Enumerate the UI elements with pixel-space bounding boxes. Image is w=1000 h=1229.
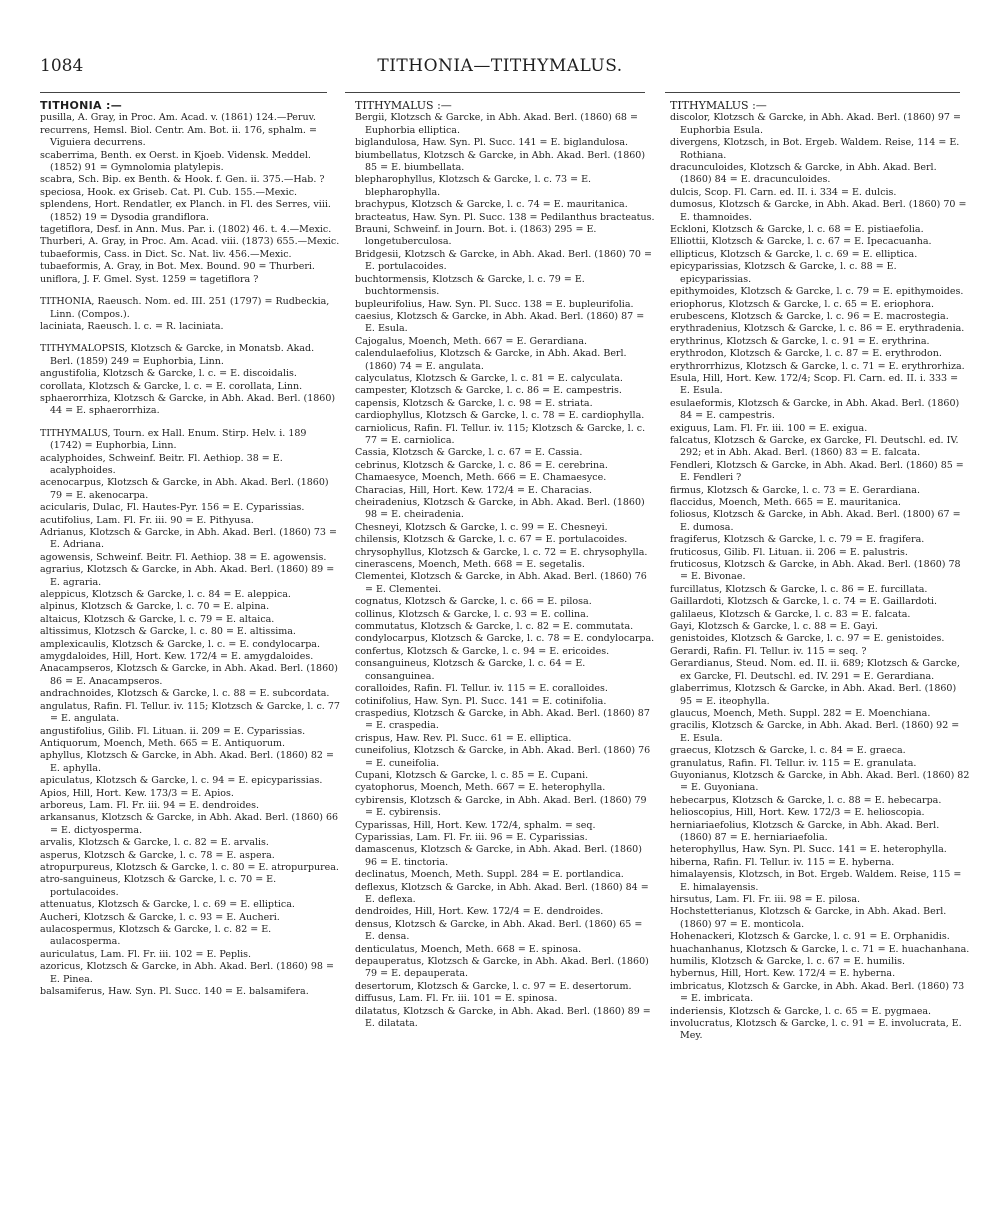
page-number: 1084 [40,56,84,76]
index-entry: calendulaefolius, Klotzsch & Garcke, in Abh. Akad. Berl. (1860) 74 = E. angulata. [355,348,627,372]
index-entry: cebrinus, Klotzsch & Garcke, l. c. 86 = E. cerebrina. [355,459,608,471]
section-gap [40,286,340,296]
index-entry: brachypus, Klotzsch & Garcke, l. c. 74 = E. mauritanica. [355,199,628,211]
index-entry: dumosus, Klotzsch & Garcke, in Abh. Akad. Berl. (1860) 70 = E. thamnoides. [670,199,967,223]
column-1 [40,100,340,998]
index-entry: exiguus, Lam. Fl. Fr. iii. 100 = E. exigua. [670,422,868,434]
index-entry: cybirensis, Klotzsch & Garcke, in Abh. Akad. Berl. (1860) 79 = E. cybirensis. [355,794,647,819]
index-entry: dulcis, Scop. Fl. Carn. ed. II. i. 334 = E. dulcis. [670,186,897,198]
index-entry: glaberrimus, Klotzsch & Garcke, in Abh. Akad. Berl. (1860) 95 = E. iteophylla. [670,683,957,707]
index-entry: confertus, Klotzsch & Garcke, l. c. 94 = E. ericoides. [355,645,610,657]
index-entry: Gaillardoti, Klotzsch & Garcke, l. c. 74 = E. Gaillardoti. [670,596,938,608]
index-entry: capensis, Klotzsch & Garcke, l. c. 98 = E. striata. [355,397,593,409]
index-entry: densus, Klotzsch & Garcke, in Abh. Akad. Berl. (1860) 65 = E. densa. [355,918,643,943]
index-entry: Cupani, Klotzsch & Garcke, l. c. 85 = E. Cupani. [355,769,589,781]
index-entry: acenocarpus, Klotzsch & Garcke, in Abh. Akad. Berl. (1860) 79 = E. akenocarpa. [40,477,329,501]
index-entry: atro-sanguineus, Klotzsch & Garcke, l. c. 70 = E. portulacoides. [40,874,277,898]
index-entry: angulatus, Rafin. Fl. Tellur. iv. 115; Klotzsch & Garcke, l. c. 77 = E. angulata. [40,700,340,725]
index-entry: scabra, Sch. Bip. ex Benth. & Hook. f. Gen. ii. 375.—Hab. ? [40,174,325,186]
index-entry: Bridgesii, Klotzsch & Garcke, in Abh. Akad. Berl. (1860) 70 = E. portulacoides. [355,248,652,273]
index-entry: glaucus, Moench, Meth. Suppl. 282 = E. Moenchiana. [670,707,931,719]
index-entry: heterophyllus, Haw. Syn. Pl. Succ. 141 = E. heterophylla. [670,844,947,856]
column-1-rule [40,92,327,93]
index-entry: chrysophyllus, Klotzsch & Garcke, l. c. 72 = E. chrysophylla. [355,546,648,558]
index-entry: Fendleri, Klotzsch & Garcke, in Abh. Akad. Berl. (1860) 85 = E. Fendleri ? [670,459,964,484]
index-entry: amplexicaulis, Klotzsch & Garcke, l. c. = E. condylocarpa. [40,638,320,650]
index-entry: fruticosus, Gilib. Fl. Lituan. ii. 206 = E. palustris. [670,546,908,558]
index-entry: corollata, Klotzsch & Garcke, l. c. = E. corollata, Linn. [40,380,303,392]
index-entry: dilatatus, Klotzsch & Garcke, in Abh. Akad. Berl. (1860) 89 = E. dilatata. [355,1005,651,1030]
index-entry: cheiradenius, Klotzsch & Garcke, in Abh. Akad. Berl. (1860) 98 = E. cheiradenia. [355,497,645,521]
index-entry: commutatus, Klotzsch & Garcke, l. c. 82 = E. commutata. [355,621,634,633]
section-heading: TITHONIA :— [40,99,122,112]
index-entry: arkansanus, Klotzsch & Garcke, in Abh. Akad. Berl. (1860) 66 = E. dictyosperma. [40,812,339,836]
index-entry: cardiophyllus, Klotzsch & Garcke, l. c. 78 = E. cardiophylla. [355,410,645,422]
index-entry: Chamaesyce, Moench, Meth. 666 = E. Chamaesyce. [355,472,607,484]
index-entry: dendroides, Hill, Hort. Kew. 172/4 = E. dendroides. [355,906,604,918]
index-entry: dracunculoides, Klotzsch & Garcke, in Abh. Akad. Berl. (1860) 84 = E. dracunculoides. [670,162,937,186]
index-entry: deflexus, Klotzsch & Garcke, in Abh. Akad. Berl. (1860) 84 = E. deflexa. [355,881,649,905]
index-entry: agrarius, Klotzsch & Garcke, in Abh. Akad. Berl. (1860) 89 = E. agraria. [40,564,335,588]
column-2-rule [345,92,645,93]
index-entry: acalyphoides, Schweinf. Beitr. Fl. Aethiop. 38 = E. acalyphoides. [40,452,283,476]
index-entry: Characias, Hill, Hort. Kew. 172/4 = E. Characias. [355,484,593,496]
index-entry: erythradenius, Klotzsch & Garcke, l. c. 86 = E. erythradenia. [670,323,965,335]
index-entry: condylocarpus, Klotzsch & Garcke, l. c. 78 = E. condylocarpa. [355,633,655,645]
index-entry: collinus, Klotzsch & Garcke, l. c. 93 = E. collina. [355,608,589,620]
index-entry: Adrianus, Klotzsch & Garcke, in Abh. Akad. Berl. (1860) 73 = E. Adriana. [40,527,337,551]
index-entry: hirsutus, Lam. Fl. Fr. iii. 98 = E. pilosa. [670,894,861,905]
index-entry: erythrodon, Klotzsch & Garcke, l. c. 87 = E. erythrodon. [670,348,942,360]
index-entry: attenuatus, Klotzsch & Garcke, l. c. 69 = E. elliptica. [40,899,295,911]
index-entry: TITHYMALOPSIS, Klotzsch & Garcke, in Monatsb. Akad. Berl. (1859) 249 = Euphorbia, Linn. [40,343,315,367]
index-entry: cotinifolius, Haw. Syn. Pl. Succ. 141 = E. cotinifolia. [355,695,607,707]
index-entry: Antiquorum, Moench, Meth. 665 = E. Antiquorum. [40,737,286,749]
index-entry: cinerascens, Moench, Meth. 668 = E. segetalis. [355,559,585,571]
section-heading: TITHYMALUS :— [670,99,767,112]
index-entry: apiculatus, Klotzsch & Garcke, l. c. 94 = E. epicyparissias. [40,775,323,787]
index-entry: foliosus, Klotzsch & Garcke, in Abh. Akad. Berl. (1800) 67 = E. dumosa. [670,509,961,533]
index-entry: huachanhanus, Klotzsch & Garcke, l. c. 71 = E. huachanhana. [670,943,970,955]
index-entry: tagetiflora, Desf. in Ann. Mus. Par. i. (1802) 46. t. 4.—Mexic. [40,224,332,236]
column-2 [355,100,655,1030]
index-entry: Gerardianus, Steud. Nom. ed. II. ii. 689; Klotzsch & Garcke, ex Garcke, Fl. Deutschl. ed. IV. 291 = E. Gerardiana. [670,658,960,682]
index-entry: speciosa, Hook. ex Griseb. Cat. Pl. Cub. 155.—Mexic. [40,186,298,198]
index-entry: biglandulosa, Haw. Syn. Pl. Succ. 141 = E. biglandulosa. [355,137,629,149]
index-entry: Cajogalus, Moench, Meth. 667 = E. Gerardiana. [355,335,588,347]
index-entry: inderiensis, Klotzsch & Garcke, l. c. 65 = E. pygmaea. [670,1005,932,1017]
index-entry: Clementei, Klotzsch & Garcke, in Abh. Akad. Berl. (1860) 76 = E. Clementei. [355,571,647,595]
index-entry: arboreus, Lam. Fl. Fr. iii. 94 = E. dendroides. [40,799,260,811]
index-entry: recurrens, Hemsl. Biol. Centr. Am. Bot. ii. 176, sphalm. = Viguiera decurrens. [40,124,317,149]
index-entry: erubescens, Klotzsch & Garcke, l. c. 96 = E. macrostegia. [670,310,949,322]
index-entry: andrachnoides, Klotzsch & Garcke, l. c. 88 = E. subcordata. [40,688,330,700]
section-gap [40,333,340,343]
index-entry: Cassia, Klotzsch & Garcke, l. c. 67 = E. Cassia. [355,447,583,459]
index-entry: cuneifolius, Klotzsch & Garcke, in Abh. Akad. Berl. (1860) 76 = E. cuneifolia. [355,745,651,769]
index-entry: arvalis, Klotzsch & Garcke, l. c. 82 = E. arvalis. [40,837,269,849]
index-entry: graecus, Klotzsch & Garcke, l. c. 84 = E. graeca. [670,745,906,757]
index-entry: acicularis, Dulac, Fl. Hautes-Pyr. 156 = E. Cyparissias. [40,502,305,514]
index-entry: blepharophyllus, Klotzsch & Garcke, l. c. 73 = E. blepharophylla. [355,174,592,198]
index-entry: damascenus, Klotzsch & Garcke, in Abh. Akad. Berl. (1860) 96 = E. tinctoria. [355,844,642,868]
index-entry: aphyllus, Klotzsch & Garcke, in Abh. Akad. Berl. (1860) 82 = E. aphylla. [40,750,334,774]
index-entry: uniflora, J. F. Gmel. Syst. 1259 = tagetiflora ? [40,273,259,285]
index-entry: biumbellatus, Klotzsch & Garcke, in Abh. Akad. Berl. (1860) 85 = E. biumbellata. [355,149,646,174]
index-entry: caesius, Klotzsch & Garcke, in Abh. Akad. Berl. (1860) 87 = E. Esula. [355,310,645,335]
index-entry: azoricus, Klotzsch & Garcke, in Abh. Akad. Berl. (1860) 98 = E. Pinea. [40,961,334,985]
index-entry: craspedius, Klotzsch & Garcke, in Abh. Akad. Berl. (1860) 87 = E. craspedia. [355,707,650,732]
index-entry: flaccidus, Moench, Meth. 665 = E. mauritanica. [670,497,901,508]
index-entry: epithymoides, Klotzsch & Garcke, l. c. 79 = E. epithymoides. [670,286,964,298]
index-entry: erythrorrhizus, Klotzsch & Garcke, l. c. 71 = E. erythrorhiza. [670,360,965,372]
page-header [40,56,960,86]
index-entry: consanguineus, Klotzsch & Garcke, l. c. 64 = E. consanguinea. [355,658,586,682]
index-entry: cognatus, Klotzsch & Garcke, l. c. 66 = E. pilosa. [355,596,592,608]
index-entry: Cyparissias, Lam. Fl. Fr. iii. 96 = E. Cyparissias. [355,831,588,843]
index-entry: fragiferus, Klotzsch & Garcke, l. c. 79 = E. fragifera. [670,534,925,546]
index-entry: Chesneyi, Klotzsch & Garcke, l. c. 99 = E. Chesneyi. [355,521,608,533]
index-entry: auriculatus, Lam. Fl. Fr. iii. 102 = E. Peplis. [40,948,252,960]
section-gap [40,418,340,428]
index-entry: depauperatus, Klotzsch & Garcke, in Abh. Akad. Berl. (1860) 79 = E. depauperata. [355,956,649,980]
index-entry: Eckloni, Klotzsch & Garcke, l. c. 68 = E. pistiaefolia. [670,224,924,236]
index-entry: galilaeus, Klotzsch & Garcke, l. c. 83 = E. falcata. [670,608,911,620]
index-entry: hiberna, Rafin. Fl. Tellur. iv. 115 = E. hyberna. [670,856,895,868]
index-entry: TITHYMALUS, Tourn. ex Hall. Enum. Stirp. Helv. i. 189 (1742) = Euphorbia, Linn. [40,427,307,452]
index-entry: firmus, Klotzsch & Garcke, l. c. 73 = E. Gerardiana. [670,484,920,496]
index-entry: gracilis, Klotzsch & Garcke, in Abh. Akad. Berl. (1860) 92 = E. Esula. [670,720,960,744]
index-entry: aulacospermus, Klotzsch & Garcke, l. c. 82 = E. aulacosperma. [40,924,272,948]
index-entry: Thurberi, A. Gray, in Proc. Am. Acad. viii. (1873) 655.—Mexic. [40,236,340,248]
index-entry: Apios, Hill, Hort. Kew. 173/3 = E. Apios. [40,787,234,799]
index-entry: herniariaefolius, Klotzsch & Garcke, in Abh. Akad. Berl. (1860) 87 = E. herniariaefolia. [670,819,940,843]
section-heading: TITHYMALUS :— [355,99,452,112]
index-entry: carniolicus, Rafin. Fl. Tellur. iv. 115; Klotzsch & Garcke, l. c. 77 = E. carniolica. [355,422,646,446]
index-entry: discolor, Klotzsch & Garcke, in Abh. Akad. Berl. (1860) 97 = Euphorbia Esula. [670,112,961,136]
index-entry: hebecarpus, Klotzsch & Garcke, l. c. 88 = E. hebecarpa. [670,794,942,806]
index-entry: Cyparissas, Hill, Hort. Kew. 172/4, sphalm. = seq. [355,819,596,831]
index-entry: balsamiferus, Haw. Syn. Pl. Succ. 140 = E. balsamifera. [40,986,309,998]
index-entry: imbricatus, Klotzsch & Garcke, in Abh. Akad. Berl. (1860) 73 = E. imbricata. [670,980,965,1005]
index-entry: Bergii, Klotzsch & Garcke, in Abh. Akad. Berl. (1860) 68 = Euphorbia elliptica. [355,112,638,136]
index-entry: sphaerorrhiza, Klotzsch & Garcke, in Abh. Akad. Berl. (1860) 44 = E. sphaerorrhiza. [40,392,336,417]
index-entry: pusilla, A. Gray, in Proc. Am. Acad. v. (1861) 124.—Peruv. [40,112,316,124]
index-entry: diffusus, Lam. Fl. Fr. iii. 101 = E. spinosa. [355,993,558,1005]
index-entry: falcatus, Klotzsch & Garcke, ex Garcke, Fl. Deutschl. ed. IV. 292; et in Abh. Akad. Berl. (1860) 83 = E. falcata. [670,434,959,459]
index-entry: bracteatus, Haw. Syn. Pl. Succ. 138 = Pedilanthus bracteatus. [355,211,655,223]
index-entry: chilensis, Klotzsch & Garcke, l. c. 67 = E. portulacoides. [355,534,628,546]
index-entry: Aucheri, Klotzsch & Garcke, l. c. 93 = E. Aucheri. [40,911,280,923]
index-entry: asperus, Klotzsch & Garcke, l. c. 78 = E. aspera. [40,849,275,861]
index-entry: fruticosus, Klotzsch & Garcke, in Abh. Akad. Berl. (1860) 78 = E. Bivonae. [670,559,961,583]
index-entry: Gerardi, Rafin. Fl. Tellur. iv. 115 = seq. ? [670,645,867,657]
column-3 [670,100,970,1043]
index-entry: splendens, Hort. Rendatler, ex Planch. in Fl. des Serres, viii. (1852) 19 = Dysodia grandiflora. [40,199,331,223]
index-entry: laciniata, Raeusch. l. c. = R. laciniata. [40,320,224,332]
index-entry: denticulatus, Moench, Meth. 668 = E. spinosa. [355,943,582,955]
index-entry: helioscopius, Hill, Hort. Kew. 172/3 = E. helioscopia. [670,807,925,819]
index-entry: coralloides, Rafin. Fl. Tellur. iv. 115 = E. coralloides. [355,683,608,695]
index-entry: angustifolia, Klotzsch & Garcke, l. c. = E. discoidalis. [40,368,297,380]
index-entry: aleppicus, Klotzsch & Garcke, l. c. 84 = E. aleppica. [40,589,291,601]
index-entry: altissimus, Klotzsch & Garcke, l. c. 80 = E. altissima. [40,626,296,638]
index-entry: amygdaloides, Hill, Hort. Kew. 172/4 = E. amygdaloides. [40,651,314,663]
index-entry: ellipticus, Klotzsch & Garcke, l. c. 69 = E. elliptica. [670,248,918,260]
index-entry: Hohenackeri, Klotzsch & Garcke, l. c. 91 = E. Orphanidis. [670,931,950,943]
column-3-rule [665,92,960,93]
index-entry: furcillatus, Klotzsch & Garcke, l. c. 86 = E. furcillata. [670,583,928,595]
index-entry: Esula, Hill, Hort. Kew. 172/4; Scop. Fl. Carn. ed. II. i. 333 = E. Esula. [670,372,959,397]
index-entry: eriophorus, Klotzsch & Garcke, l. c. 65 = E. eriophora. [670,298,935,310]
index-entry: tubaeformis, Cass. in Dict. Sc. Nat. liv. 456.—Mexic. [40,248,292,260]
index-entry: Brauni, Schweinf. in Journ. Bot. i. (1863) 295 = E. longetuberculosa. [355,224,597,248]
index-entry: bupleurifolius, Haw. Syn. Pl. Succ. 138 = E. bupleurifolia. [355,298,634,310]
index-entry: Gayi, Klotzsch & Garcke, l. c. 88 = E. Gayi. [670,621,878,633]
index-entry: Hochstetterianus, Klotzsch & Garcke, in Abh. Akad. Berl. (1860) 97 = E. monticola. [670,906,947,930]
index-entry: atropurpureus, Klotzsch & Garcke, l. c. 80 = E. atropurpurea. [40,861,339,873]
index-entry: acutifolius, Lam. Fl. Fr. iii. 90 = E. Pithyusa. [40,514,254,526]
index-entry: buchtormensis, Klotzsch & Garcke, l. c. 79 = E. buchtormensis. [355,273,585,298]
index-entry: Anacampseros, Klotzsch & Garcke, in Abh. Akad. Berl. (1860) 86 = E. Anacampseros. [40,663,338,687]
index-entry: crispus, Haw. Rev. Pl. Succ. 61 = E. elliptica. [355,732,572,744]
index-entry: cyatophorus, Moench, Meth. 667 = E. heterophylla. [355,782,606,794]
index-entry: hybernus, Hill, Hort. Kew. 172/4 = E. hyberna. [670,968,896,980]
index-entry: campester, Klotzsch & Garcke, l. c. 86 = E. campestris. [355,385,622,397]
index-entry: humilis, Klotzsch & Garcke, l. c. 67 = E. humilis. [670,956,906,968]
index-entry: agowensis, Schweinf. Beitr. Fl. Aethiop. 38 = E. agowensis. [40,551,327,563]
index-entry: epicyparissias, Klotzsch & Garcke, l. c. 88 = E. epicyparissias. [670,261,897,285]
index-entry: genistoides, Klotzsch & Garcke, l. c. 97 = E. genistoides. [670,633,945,645]
running-title: TITHONIA—TITHYMALUS. [377,56,623,76]
index-entry: calyculatus, Klotzsch & Garcke, l. c. 81 = E. calyculata. [355,372,623,384]
index-entry: desertorum, Klotzsch & Garcke, l. c. 97 = E. desertorum. [355,980,632,992]
index-entry: divergens, Klotzsch, in Bot. Ergeb. Waldem. Reise, 114 = E. Rothiana. [670,137,960,161]
index-entry: esulaeformis, Klotzsch & Garcke, in Abh. Akad. Berl. (1860) 84 = E. campestris. [670,397,960,422]
index-entry: erythrinus, Klotzsch & Garcke, l. c. 91 = E. erythrina. [670,335,930,347]
index-entry: TITHONIA, Raeusch. Nom. ed. III. 251 (1797) = Rudbeckia, Linn. (Compos.). [40,296,330,320]
index-entry: involucratus, Klotzsch & Garcke, l. c. 91 = E. involucrata, E. Mey. [670,1018,962,1042]
index-entry: Elliottii, Klotzsch & Garcke, l. c. 67 = E. Ipecacuanha. [670,236,932,248]
index-entry: himalayensis, Klotzsch, in Bot. Ergeb. Waldem. Reise, 115 = E. himalayensis. [670,869,962,893]
index-entry: tubaeformis, A. Gray, in Bot. Mex. Bound. 90 = Thurberi. [40,261,315,273]
index-entry: Guyonianus, Klotzsch & Garcke, in Abh. Akad. Berl. (1860) 82 = E. Guyoniana. [670,769,970,794]
index-entry: alpinus, Klotzsch & Garcke, l. c. 70 = E. alpina. [40,601,270,613]
index-entry: declinatus, Moench, Meth. Suppl. 284 = E. portlandica. [355,869,624,881]
index-entry: altaicus, Klotzsch & Garcke, l. c. 79 = E. altaica. [40,613,275,625]
index-entry: angustifolius, Gilib. Fl. Lituan. ii. 209 = E. Cyparissias. [40,725,306,737]
index-entry: granulatus, Rafin. Fl. Tellur. iv. 115 = E. granulata. [670,757,917,769]
index-entry: scaberrima, Benth. ex Oerst. in Kjoeb. Vidensk. Meddel. (1852) 91 = Gymnolomia platylepis. [40,149,311,174]
